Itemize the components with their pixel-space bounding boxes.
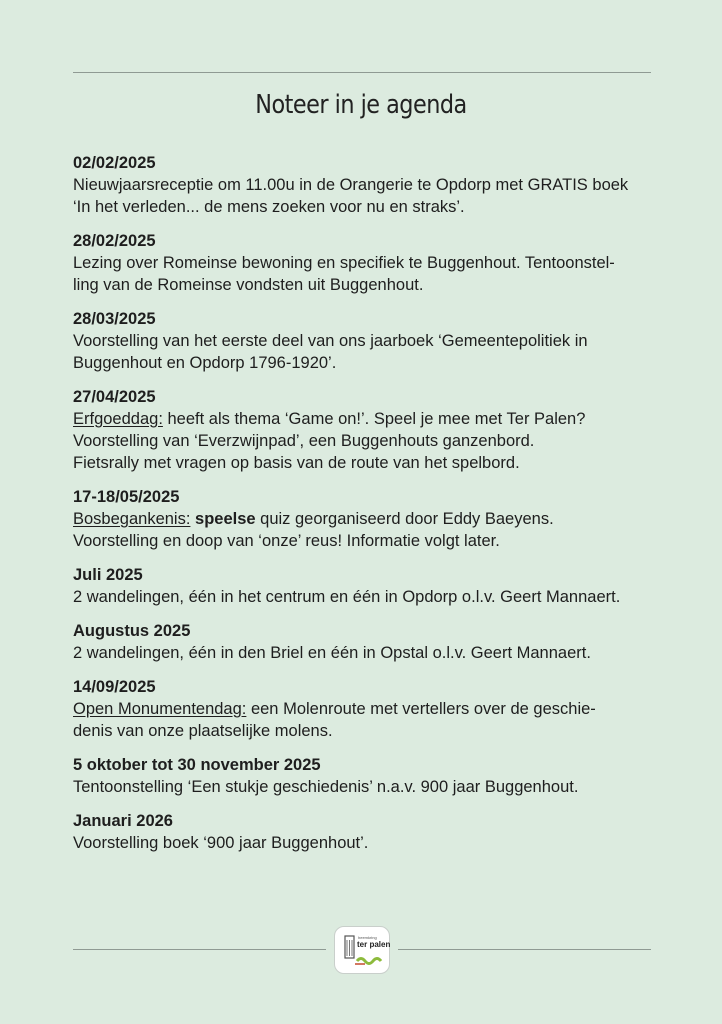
agenda-entry — [73, 230, 663, 296]
footer-divider-right — [398, 949, 651, 950]
page-title: Noteer in je agenda — [255, 90, 467, 120]
entry-line — [73, 408, 663, 430]
entry-date: 02/02/2025 — [73, 154, 156, 172]
logo-subtitle: heemkring — [358, 935, 377, 940]
entry-date: 28/02/2025 — [73, 232, 156, 250]
entry-line: Tentoonstelling ‘Een stukje geschiedenis’ n.a.v. 900 jaar Buggenhout. — [73, 778, 579, 796]
entry-date: 28/03/2025 — [73, 310, 156, 328]
entry-date: Januari 2026 — [73, 812, 173, 830]
entry-line: Lezing over Romeinse bewoning en specifiek te Buggenhout. Tentoonstel- — [73, 254, 615, 272]
agenda-entry — [73, 754, 663, 798]
entry-line — [73, 508, 663, 530]
top-divider — [73, 72, 651, 73]
entry-date: Augustus 2025 — [73, 622, 191, 640]
entry-line: Nieuwjaarsreceptie om 11.00u in de Orangerie te Opdorp met GRATIS boek — [73, 176, 629, 194]
entry-line: Voorstelling boek ‘900 jaar Buggenhout’. — [73, 834, 369, 852]
entry-line: denis van onze plaatselijke molens. — [73, 722, 333, 740]
agenda-entry — [73, 308, 663, 374]
entry-line: 2 wandelingen, één in het centrum en één in Opdorp o.l.v. Geert Mannaert. — [73, 588, 621, 606]
entry-text: heeft als thema ‘Game on!’. Speel je mee met Ter Palen? — [162, 410, 586, 428]
entry-line: ling van de Romeinse vondsten uit Buggenhout. — [73, 276, 424, 294]
entry-line: Voorstelling van ‘Everzwijnpad’, een Buggenhouts ganzenbord. — [73, 432, 535, 450]
entry-text: quiz georganiseerd door Eddy Baeyens. — [255, 510, 554, 528]
entry-line: Fietsrally met vragen op basis van de route van het spelbord. — [73, 454, 520, 472]
entry-date: 27/04/2025 — [73, 388, 156, 406]
entry-line — [73, 698, 663, 720]
event-label: Bosbegankenis: — [73, 510, 191, 528]
agenda-entry — [73, 386, 663, 474]
agenda-entry — [73, 486, 663, 552]
entry-text: een Molenroute met vertellers over de geschie- — [246, 700, 596, 718]
agenda-entry — [73, 564, 663, 608]
agenda-entry — [73, 152, 663, 218]
footer-divider-left — [73, 949, 326, 950]
entry-date: 5 oktober tot 30 november 2025 — [73, 756, 321, 774]
agenda-entry — [73, 810, 663, 854]
emphasis-text: speelse — [195, 510, 256, 528]
agenda-entry — [73, 620, 663, 664]
entry-line: Voorstelling van het eerste deel van ons jaarboek ‘Gemeentepolitiek in — [73, 332, 588, 350]
entry-date: Juli 2025 — [73, 566, 143, 584]
entry-line: Buggenhout en Opdorp 1796-1920’. — [73, 354, 337, 372]
agenda-entry — [73, 676, 663, 742]
logo-name: ter palen — [357, 940, 391, 949]
entry-date: 14/09/2025 — [73, 678, 156, 696]
event-label: Erfgoeddag: — [73, 410, 163, 428]
entry-line: ‘In het verleden... de mens zoeken voor nu en straks’. — [73, 198, 465, 216]
entry-line: 2 wandelingen, één in den Briel en één in Opstal o.l.v. Geert Mannaert. — [73, 644, 591, 662]
agenda-list — [73, 152, 663, 866]
event-label: Open Monumentendag: — [73, 700, 247, 718]
entry-date: 17-18/05/2025 — [73, 488, 180, 506]
ter-palen-logo — [334, 926, 390, 974]
entry-line: Voorstelling en doop van ‘onze’ reus! Informatie volgt later. — [73, 532, 500, 550]
